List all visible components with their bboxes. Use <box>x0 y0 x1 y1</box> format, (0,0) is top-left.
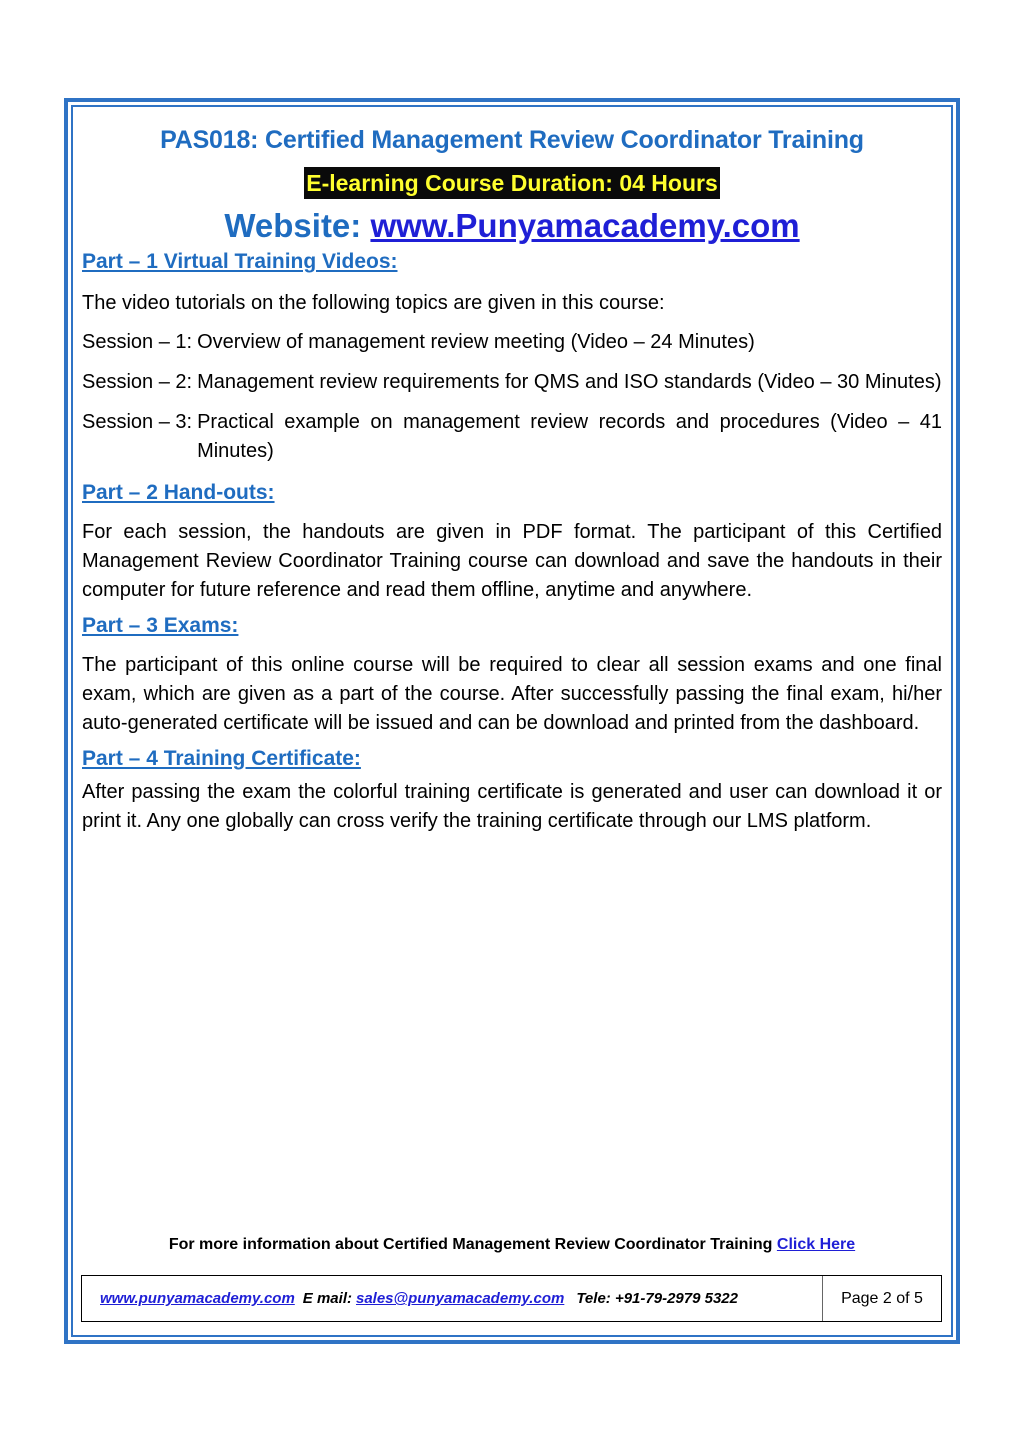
page-content <box>82 118 942 836</box>
page-number: Page 2 of 5 <box>841 1289 923 1307</box>
more-info-text: For more information about Certified Management Review Coordinator Training <box>168 1236 777 1253</box>
website-line <box>82 205 942 247</box>
duration-text: E-learning Course Duration: 04 Hours <box>304 167 720 199</box>
more-info-line <box>82 1236 942 1254</box>
part2-heading: Part – 2 Hand-outs: <box>82 481 275 504</box>
session-item-2 <box>82 368 942 397</box>
part1-heading: Part – 1 Virtual Training Videos: <box>82 250 398 273</box>
session-item-1 <box>82 328 942 357</box>
part4-heading: Part – 4 Training Certificate: <box>82 747 361 770</box>
part3-body: The participant of this online course will be required to clear all session exams and one final exam, which are given as a part of the course. After successfully passing the final exam, hi/her auto-generated certificate will be issued and can be download and printed from the dashboard. <box>82 654 942 734</box>
website-link[interactable]: www.Punyamacademy.com <box>370 207 800 244</box>
session-list <box>82 328 942 466</box>
website-label: Website: <box>224 207 371 244</box>
session-item-3 <box>82 408 942 466</box>
session-label: Session – 1: <box>82 331 193 353</box>
footer-email-link[interactable]: sales@punyamacademy.com <box>355 1290 565 1307</box>
session-text: Management review requirements for QMS and ISO standards (Video – 30 Minutes) <box>197 371 942 393</box>
part4-body: After passing the exam the colorful training certificate is generated and user can download it or print it. Any one globally can cross verify the training certificate through our LMS platform. <box>82 781 942 832</box>
page-title: PAS018: Certified Management Review Coordinator Training <box>160 126 864 154</box>
footer-tele: Tele: +91-79-2979 5322 <box>576 1290 738 1307</box>
session-text: Practical example on management review records and procedures (Video – 41 Minutes) <box>197 411 942 462</box>
footer-contact <box>82 1290 822 1307</box>
session-label: Session – 3: <box>82 411 193 433</box>
click-here-link[interactable]: Click Here <box>776 1236 856 1253</box>
footer-bar <box>81 1275 942 1322</box>
session-label: Session – 2: <box>82 371 193 393</box>
part1-intro: The video tutorials on the following topics are given in this course: <box>82 292 665 314</box>
footer-email-label: E mail: <box>302 1290 352 1307</box>
part2-body: For each session, the handouts are given in PDF format. The participant of this Certified Management Review Coordinator Training course can download and save the handouts in their computer for future reference and read them offline, anytime and anywhere. <box>82 521 942 601</box>
part3-heading: Part – 3 Exams: <box>82 614 239 637</box>
footer-divider <box>822 1275 823 1322</box>
session-text: Overview of management review meeting (Video – 24 Minutes) <box>197 331 755 353</box>
footer-website-link[interactable]: www.punyamacademy.com <box>100 1290 295 1307</box>
duration-banner <box>82 167 942 199</box>
